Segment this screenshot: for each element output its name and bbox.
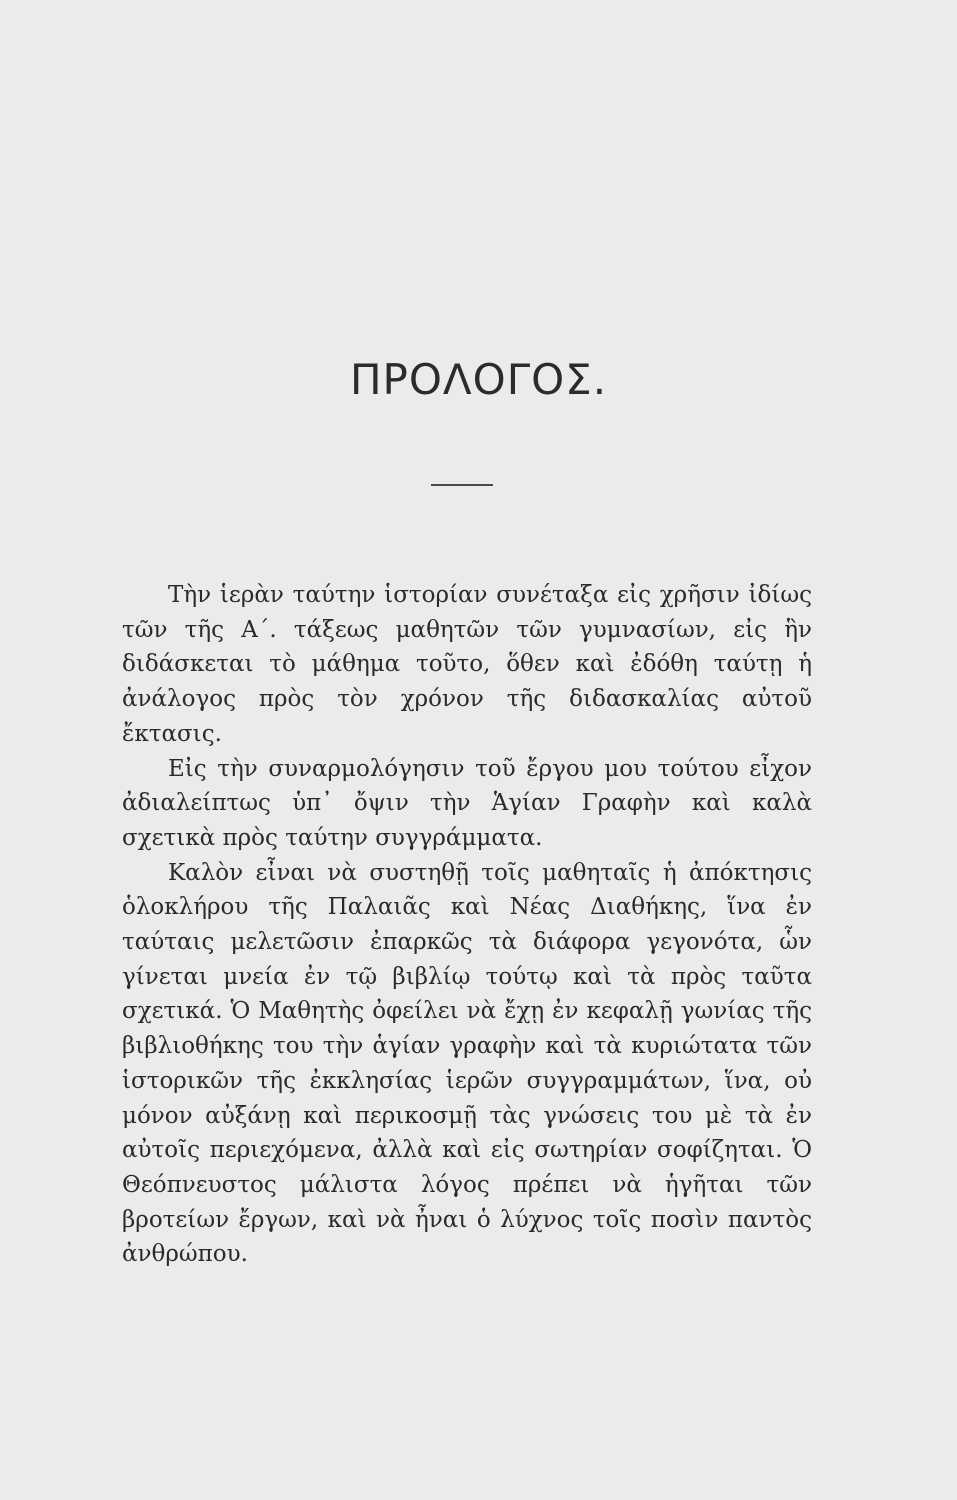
preface-text	[122, 578, 812, 1272]
page-title: ΠΡΟΛΟΓΟΣ.	[349, 355, 608, 404]
paragraph-3: Καλὸν εἶναι νὰ συστηθῇ τοῖς μαθηταῖς ἡ ἀπόκτησις ὁλοκλήρου τῆς Παλαιᾶς καὶ Νέας Διαθήκης, ἵνα ἐν ταύταις μελετῶσιν ἐπαρκῶς τὰ διάφορα γεγονότα, ὧν γίνεται μνεία ἐν τῷ βιβλίῳ τούτῳ καὶ τὰ πρὸς ταῦτα σχετικά. Ὁ Μαθητὴς ὀφείλει νὰ ἔχῃ ἐν κεφαλῇ γωνίας τῆς βιβλιοθήκης του τὴν ἁγίαν γραφὴν καὶ τὰ κυριώτατα τῶν ἱστορικῶν τῆς ἐκκλησίας ἱερῶν συγγραμμάτων, ἵνα, οὐ μόνον αὐξάνῃ καὶ περικοσμῇ τὰς γνώσεις του μὲ τὰ ἐν αὐτοῖς περιεχόμενα, ἀλλὰ καὶ εἰς σωτηρίαν σοφίζηται. Ὁ Θεόπνευστος μάλιστα λόγος πρέπει νὰ ἡγῆται τῶν βροτείων ἔργων, καὶ νὰ ἦναι ὁ λύχνος τοῖς ποσὶν παντὸς ἀνθρώπου.	[122, 859, 812, 1268]
title-divider	[431, 484, 493, 486]
paragraph-2: Εἰς τὴν συναρμολόγησιν τοῦ ἔργου μου τούτου εἶχον ἀδιαλείπτως ὑπ᾽ ὄψιν τὴν Ἁγίαν Γραφὴν καὶ καλὰ σχετικὰ πρὸς ταύτην συγγράμματα.	[122, 755, 812, 851]
paragraph-1: Τὴν ἱερὰν ταύτην ἱστορίαν συνέταξα εἰς χρῆσιν ἰδίως τῶν τῆς Α΄. τάξεως μαθητῶν τῶν γυμνασίων, εἰς ἣν διδάσκεται τὸ μάθημα τοῦτο, ὅθεν καὶ ἐδόθη ταύτῃ ἡ ἀνάλογος πρὸς τὸν χρόνον τῆς διδασκαλίας αὐτοῦ ἔκτασις.	[122, 582, 812, 747]
